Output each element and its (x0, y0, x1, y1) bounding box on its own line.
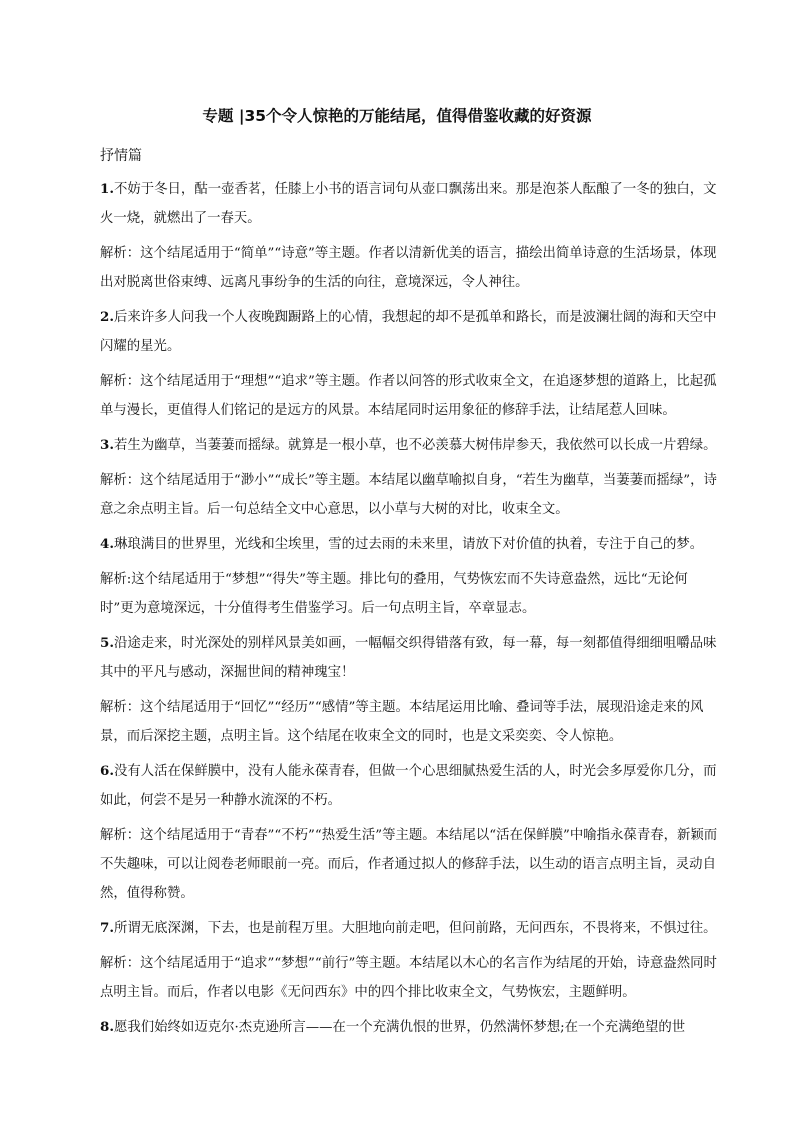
analysis-text: 解析：这个结尾适用于“追求”“梦想”“前行”等主题。本结尾以木心的名言作为结尾的开始，诗意盎然同时点明主旨。而后，作者以电影《无问西东》中的四个排比收束全文，气势恢宏，主题鲜明。 (100, 956, 717, 1000)
example-text: 后来许多人问我一个人夜晚踟蹰路上的心情，我想起的却不是孤单和路长，而是波澜壮阔的海和天空中闪耀的星光。 (100, 310, 717, 354)
analysis-paragraph (100, 821, 720, 908)
example-number: 1. (100, 181, 114, 197)
example-text: 所谓无底深渊，下去，也是前程万里。大胆地向前走吧，但问前路，无问西东，不畏将来，不惧过往。 (113, 921, 717, 936)
example-paragraph (100, 303, 720, 361)
example-number: 6. (100, 763, 114, 779)
example-paragraph (100, 1013, 720, 1042)
example-text: 没有人活在保鲜膜中，没有人能永葆青春，但做一个心思细腻热爱生活的人，时光会多厚爱你几分，而如此，何尝不是另一种静水流深的不朽。 (100, 764, 717, 808)
analysis-text: 解析：这个结尾适用于“渺小”“成长”等主题。本结尾以幽草喻拟自身，“若生为幽草，当萋萋而摇绿”，诗意之余点明主旨。后一句总结全文中心意思，以小草与大树的对比，收束全文。 (100, 473, 717, 517)
example-number: 3. (100, 437, 114, 453)
example-text: 若生为幽草，当萋萋而摇绿。就算是一根小草，也不必羡慕大树伟岸参天，我依然可以长成一片碧绿。 (113, 438, 717, 453)
analysis-text: 解析：这个结尾适用于“简单”“诗意”等主题。作者以清新优美的语言，描绘出简单诗意的生活场景，体现出对脱离世俗束缚、远离凡事纷争的生活的向往，意境深远，令人神往。 (100, 246, 717, 290)
section-heading: 抒情篇 (100, 148, 142, 164)
analysis-paragraph (100, 239, 720, 297)
example-number: 7. (100, 920, 114, 936)
example-text: 愿我们始终如迈克尔·杰克逊所言——在一个充满仇恨的世界，仍然满怀梦想;在一个充满绝望的世 (113, 1020, 686, 1035)
analysis-paragraph (100, 466, 720, 524)
analysis-text: 解析：这个结尾适用于“回忆”“经历”“感情”等主题。本结尾运用比喻、叠词等手法，展现沿途走来的风景，而后深挖主题，点明主旨。这个结尾在收束全文的同时，也是文采奕奕、令人惊艳。 (100, 700, 704, 744)
example-number: 8. (100, 1019, 114, 1035)
analysis-paragraph (100, 565, 720, 623)
example-text: 沿途走来，时光深处的别样风景美如画，一幅幅交织得错落有致，每一幕，每一刻都值得细细咀嚼品味其中的平凡与感动，深掘世间的精神瑰宝！ (100, 636, 717, 680)
analysis-paragraph (100, 693, 720, 751)
example-number: 4. (100, 536, 114, 552)
document-body (100, 145, 720, 1048)
analysis-text: 解析：这个结尾适用于“理想”“追求”等主题。作者以问答的形式收束全文，在追逐梦想的道路上，比起孤单与漫长，更值得人们铭记的是远方的风景。本结尾同时运用象征的修辞手法，让结尾惹人回味。 (100, 374, 717, 418)
analysis-paragraph (100, 367, 720, 425)
example-paragraph (100, 530, 720, 559)
example-paragraph (100, 431, 720, 460)
example-text: 琳琅满目的世界里，光线和尘埃里，雪的过去雨的未来里，请放下对价值的执着，专注于自己的梦。 (113, 537, 704, 552)
example-number: 5. (100, 635, 114, 651)
example-paragraph (100, 914, 720, 943)
example-text: 不妨于冬日，酤一壶香茗，任膝上小书的语言词句从壶口飘荡出来。那是泡茶人酝酿了一冬的独白，文火一烧，就燃出了一春天。 (100, 182, 717, 226)
analysis-paragraph (100, 949, 720, 1007)
analysis-text: 解析：这个结尾适用于“青春”“不朽”“热爱生活”等主题。本结尾以“活在保鲜膜”中喻指永葆青春，新颖而不失趣味，可以让阅卷老师眼前一亮。而后，作者通过拟人的修辞手法，以生动的语言点明主旨，灵动自然，值得称赞。 (100, 828, 718, 901)
analysis-text: 解析:这个结尾适用于“梦想”“得失”等主题。排比句的叠用，气势恢宏而不失诗意盎然，远比“无论何时”更为意境深远，十分值得考生借鉴学习。后一句点明主旨，卒章显志。 (100, 572, 688, 616)
example-paragraph (100, 629, 720, 687)
document-title: 专题 |35个令人惊艳的万能结尾，值得借鉴收藏的好资源 (202, 107, 592, 125)
example-paragraph (100, 175, 720, 233)
example-paragraph (100, 757, 720, 815)
example-number: 2. (100, 309, 114, 325)
